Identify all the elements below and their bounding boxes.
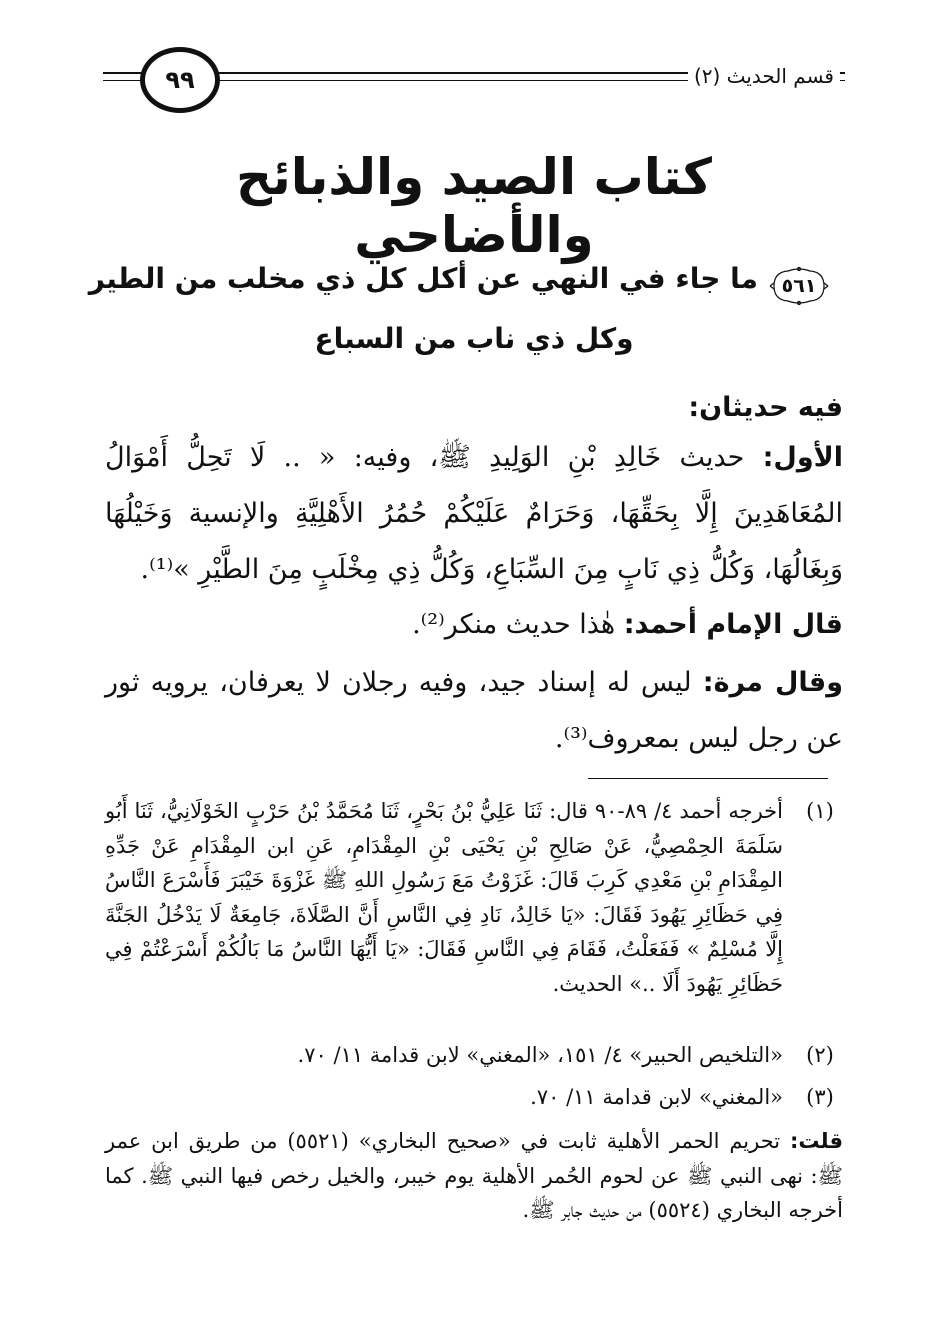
footnote-2: [105, 1038, 834, 1073]
intro-line: فيه حديثان:: [688, 392, 843, 423]
note-label: قلت:: [790, 1129, 843, 1153]
footnote-separator: [588, 778, 828, 779]
footnote-1: [105, 794, 834, 1001]
chapter-number-badge: [768, 266, 830, 306]
paragraph-label: قال الإمام أحمد:: [623, 609, 843, 640]
chapter-number: ٥٦١: [781, 275, 817, 297]
page-number-oval: [140, 47, 220, 113]
paragraph-text: حديث خَالِدِ بْنِ الوَلِيدِ ﷺ، وفيه: « .. لَا تَحِلُّ أَمْوَالُ المُعَاهَدِينَ إِلَّا بِحَقِّهَا، وَحَرَامٌ عَلَيْكُمْ حُمُرُ الأَهْلِيَّةِ والإنسية وَخَيْلُهَا وَبِغَالُهَا، وَكُلُّ ذِي نَابٍ مِنَ السِّبَاعِ، وَكُلُّ ذِي مِخْلَبٍ مِنَ الطَّيْرِ »⁽¹⁾.: [105, 442, 843, 585]
footnote-text: أخرجه أحمد ٤/ ٨٩-٩٠ قال: ثَنَا عَلِيُّ بْنُ بَحْرٍ، ثَنَا مُحَمَّدُ بْنُ حَرْبٍ الخَوْلَانِيُّ، ثَنَا أَبُو سَلَمَةَ الحِمْصِيُّ، عَنْ صَالِحِ بْنِ يَحْيَى بْنِ المِقْدَامِ، عَنِ ابن المِقْدَامِ عَنْ جَدِّهِ المِقْدَامِ بْنِ مَعْدِي كَرِبَ قَالَ: غَزَوْتُ مَعَ رَسُولِ اللهِ ﷺ غَزْوَةَ خَيْبَرَ فَأَسْرَعَ النَّاسُ فِي حَظَائِرِ يَهُودَ فَقَالَ: «يَا خَالِدُ، نَادِ فِي النَّاسِ أَنَّ الصَّلَاةَ، جَامِعَةٌ لَا يَدْخُلُ الجَنَّةَ إِلَّا مُسْلِمٌ » فَفَعَلْتُ، فَقَامَ فِي النَّاسِ فَقَالَ: «يَا أَيُّهَا النَّاسُ مَا بَالُكُمْ أَسْرَعْتُمْ فِي حَظَائِرِ يَهُودَ أَلَا ..» الحديث.: [105, 799, 783, 996]
paragraph-text: ليس له إسناد جيد، وفيه رجلان لا يعرفان، يرويه ثور عن رجل ليس بمعروف⁽³⁾.: [105, 667, 843, 754]
editor-note: [105, 1124, 843, 1228]
footnote-text: «المغني» لابن قدامة ١١/ ٧٠.: [530, 1085, 783, 1109]
paragraph-another-time: [105, 655, 843, 767]
chapter-title: ما جاء في النهي عن أكل كل ذي مخلب من الطير: [88, 262, 758, 295]
paragraph-text: هٰذا حديث منكر⁽²⁾.: [412, 609, 616, 640]
note-text: تحريم الحمر الأهلية ثابت في «صحيح البخاري» (٥٥٢١) من طريق ابن عمر ﷺ: نهى النبي ﷺ عن لحوم الحُمر الأهلية يوم خيبر، والخيل رخص فيها النبي ﷺ. كما أخرجه البخاري (٥٥٢٤) من حديث جابر ﷺ.: [105, 1129, 843, 1222]
footnote-number: (٣): [806, 1085, 834, 1109]
paragraph-first-hadith: [105, 430, 843, 598]
footnote-3: [105, 1080, 834, 1115]
footnote-number: (١): [806, 799, 834, 823]
chapter-title-line2: وكل ذي ناب من السباع: [314, 322, 634, 355]
book-title: كتاب الصيد والذبائح والأضاحي: [235, 148, 713, 264]
paragraph-imam-ahmad: [105, 597, 843, 653]
footnote-text: «التلخيص الحبير» ٤/ ١٥١، «المغني» لابن قدامة ١١/ ٧٠.: [297, 1043, 783, 1067]
footnote-number: (٢): [806, 1043, 834, 1067]
running-head: قسم الحديث (٢): [688, 64, 840, 88]
paragraph-label: وقال مرة:: [702, 667, 843, 698]
paragraph-label: الأول:: [762, 442, 843, 473]
page-number: ٩٩: [165, 66, 195, 94]
